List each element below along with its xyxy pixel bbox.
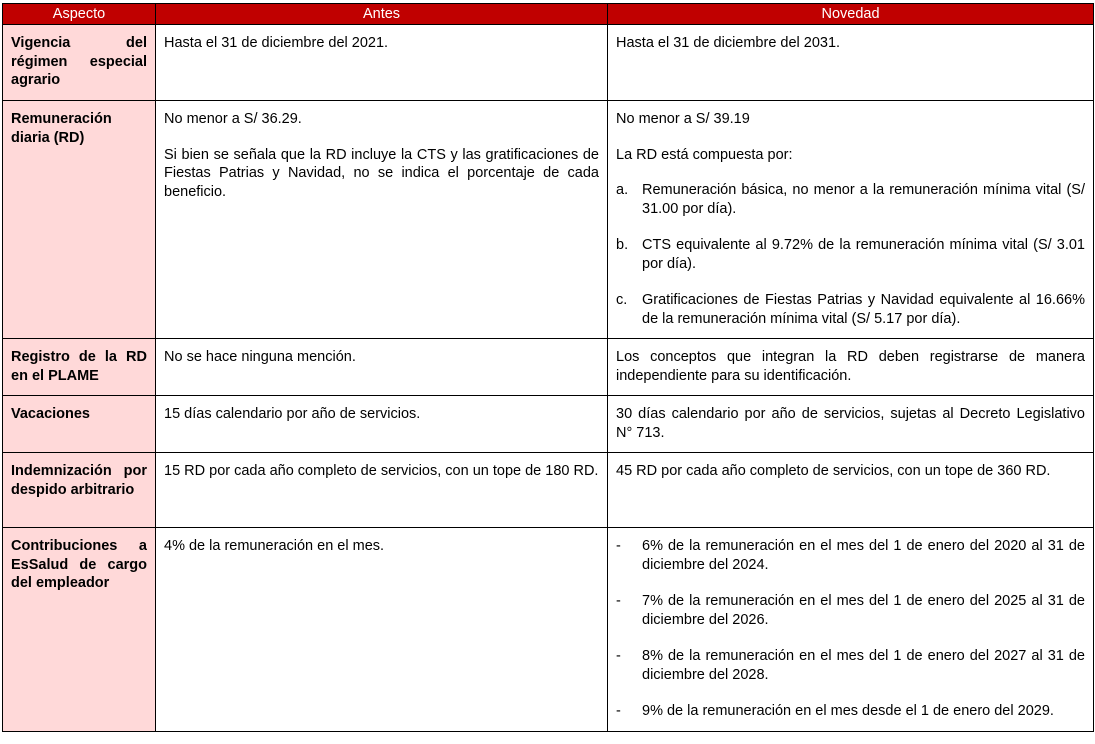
aspect-cell: Vacaciones bbox=[3, 396, 156, 453]
dash-marker: - bbox=[616, 538, 621, 554]
list-item-text: Gratificaciones de Fiestas Patrias y Navidad equivalente al 16.66% de la remuneración mínima vital (S/ 5.17 por día). bbox=[642, 292, 1085, 327]
antes-cell bbox=[156, 528, 608, 732]
list-item bbox=[616, 291, 1085, 328]
novedad-cell bbox=[608, 25, 1094, 101]
dash-marker: - bbox=[616, 648, 621, 664]
list-item-text: Remuneración básica, no menor a la remuneración mínima vital (S/ 31.00 por día). bbox=[642, 182, 1085, 217]
antes-cell bbox=[156, 453, 608, 528]
novedad-cell bbox=[608, 396, 1094, 453]
list-marker: a. bbox=[616, 182, 629, 198]
antes-text: 15 RD por cada año completo de servicios, con un tope de 180 RD. bbox=[164, 463, 599, 479]
dash-marker: - bbox=[616, 593, 621, 609]
table-body bbox=[3, 25, 1094, 732]
table-row-indemnizacion bbox=[3, 453, 1094, 528]
list-item-text: 8% de la remuneración en el mes del 1 de enero del 2027 al 31 de diciembre del 2028. bbox=[642, 648, 1085, 683]
aspect-cell: Registro de la RD en el PLAME bbox=[3, 339, 156, 396]
antes-text: Hasta el 31 de diciembre del 2021. bbox=[164, 35, 389, 51]
list-item bbox=[616, 181, 1085, 218]
header-row bbox=[3, 4, 1094, 25]
list-marker: c. bbox=[616, 292, 628, 308]
novedad-text: Hasta el 31 de diciembre del 2031. bbox=[616, 35, 841, 51]
antes-cell bbox=[156, 396, 608, 453]
novedad-text: 45 RD por cada año completo de servicios, con un tope de 360 RD. bbox=[616, 463, 1051, 479]
table-row-essalud bbox=[3, 528, 1094, 732]
header-antes: Antes bbox=[156, 4, 608, 25]
list-item bbox=[616, 592, 1085, 629]
novedad-cell bbox=[608, 528, 1094, 732]
antes-cell bbox=[156, 101, 608, 339]
aspect-cell: Indemnización por despido arbitrario bbox=[3, 453, 156, 528]
antes-cell bbox=[156, 25, 608, 101]
antes-cell bbox=[156, 339, 608, 396]
novedad-cell bbox=[608, 339, 1094, 396]
novedad-cell bbox=[608, 453, 1094, 528]
novedad-text: 30 días calendario por año de servicios, sujetas al Decreto Legislativo N° 713. bbox=[616, 406, 1085, 441]
rd-components-list bbox=[616, 181, 1085, 328]
novedad-text: La RD está compuesta por: bbox=[616, 146, 793, 163]
comparison-table bbox=[2, 3, 1094, 732]
novedad-text: No menor a S/ 39.19 bbox=[616, 111, 750, 127]
aspect-cell: Remuneración diaria (RD) bbox=[3, 101, 156, 339]
list-item bbox=[616, 537, 1085, 574]
header-aspecto: Aspecto bbox=[3, 4, 156, 25]
novedad-cell bbox=[608, 101, 1094, 339]
aspect-cell: Contribuciones a EsSalud de cargo del empleador bbox=[3, 528, 156, 732]
novedad-text: Los conceptos que integran la RD deben registrarse de manera independiente para su identificación. bbox=[616, 349, 1085, 384]
list-item bbox=[616, 236, 1085, 273]
antes-text: 15 días calendario por año de servicios. bbox=[164, 406, 421, 422]
antes-text: Si bien se señala que la RD incluye la CTS y las gratificaciones de Fiestas Patrias y Navidad, no se indica el porcentaje de cada beneficio. bbox=[164, 146, 599, 200]
list-item-text: 6% de la remuneración en el mes del 1 de enero del 2020 al 31 de diciembre del 2024. bbox=[642, 538, 1085, 573]
list-item-text: 7% de la remuneración en el mes del 1 de enero del 2025 al 31 de diciembre del 2026. bbox=[642, 593, 1085, 628]
list-item-text: 9% de la remuneración en el mes desde el 1 de enero del 2029. bbox=[642, 703, 1054, 719]
list-marker: b. bbox=[616, 237, 629, 253]
table-row-plame bbox=[3, 339, 1094, 396]
table-row-remuneracion bbox=[3, 101, 1094, 339]
list-item-text: CTS equivalente al 9.72% de la remuneración mínima vital (S/ 3.01 por día). bbox=[642, 237, 1085, 272]
dash-marker: - bbox=[616, 703, 621, 719]
antes-text: No menor a S/ 36.29. bbox=[164, 111, 302, 127]
table-row-vacaciones bbox=[3, 396, 1094, 453]
antes-text: 4% de la remuneración en el mes. bbox=[164, 538, 385, 554]
table-row-vigencia bbox=[3, 25, 1094, 101]
antes-text: No se hace ninguna mención. bbox=[164, 349, 356, 365]
header-novedad: Novedad bbox=[608, 4, 1094, 25]
essalud-rates-list bbox=[616, 537, 1085, 721]
table-header bbox=[3, 4, 1094, 25]
aspect-cell: Vigencia del régimen especial agrario bbox=[3, 25, 156, 101]
list-item bbox=[616, 702, 1085, 721]
list-item bbox=[616, 647, 1085, 684]
